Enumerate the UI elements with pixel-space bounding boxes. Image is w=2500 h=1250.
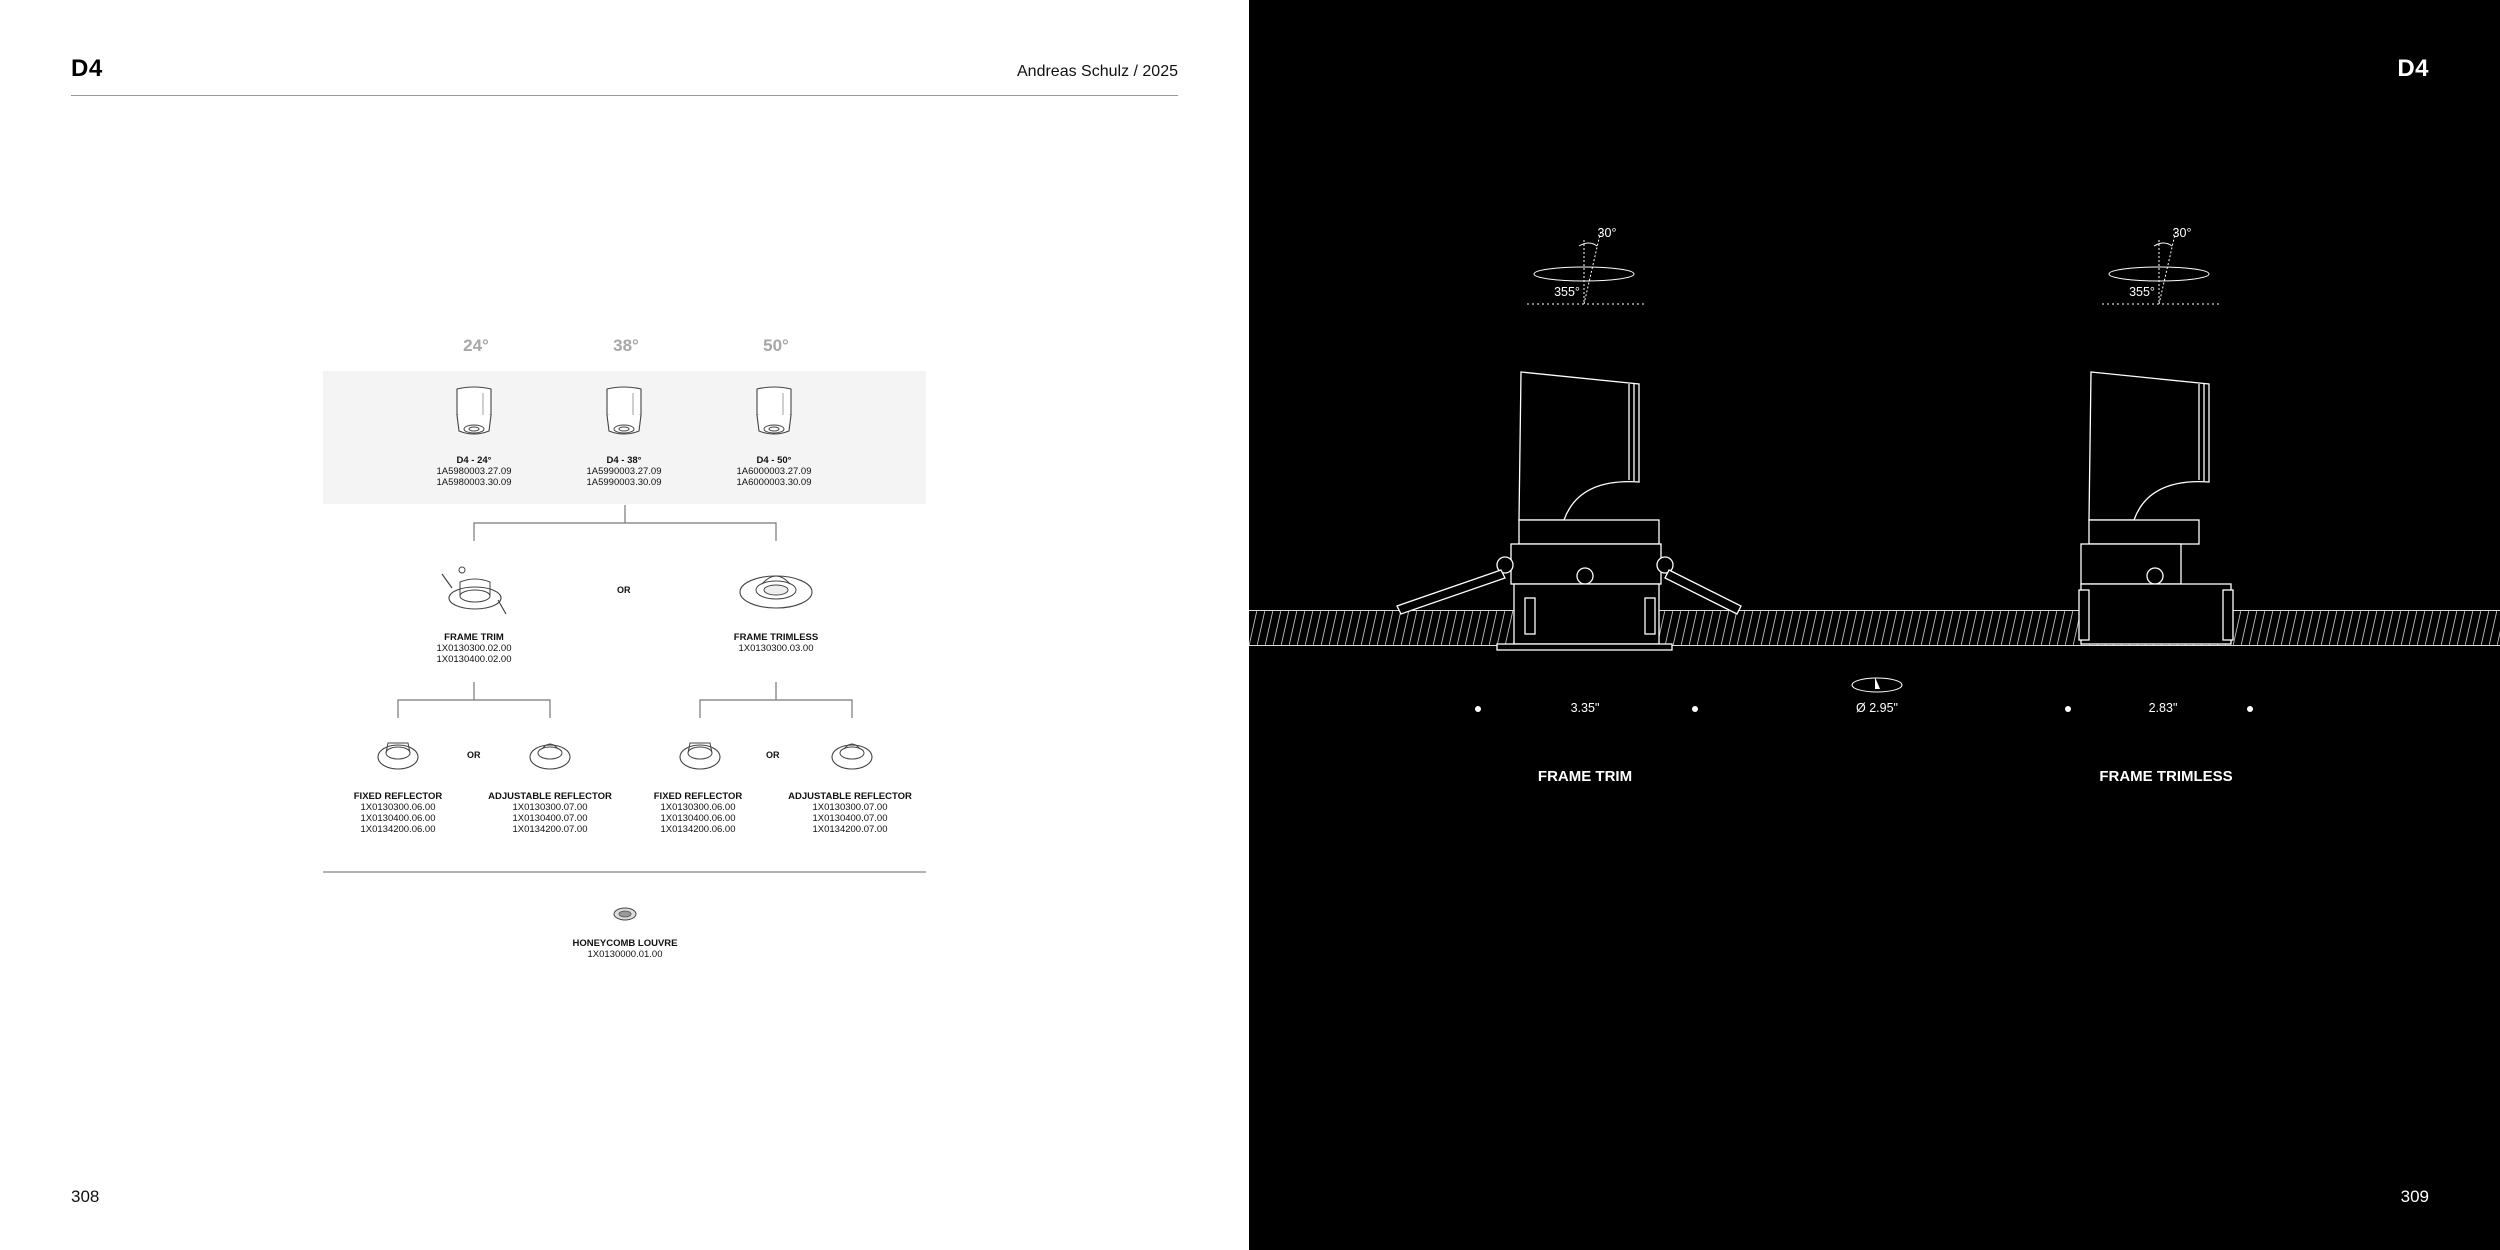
frame-trimless-icon — [738, 560, 814, 618]
dimension-marker — [2065, 706, 2071, 712]
reflector-label: FIXED REFLECTOR 1X0130300.06.00 1X0130400.06.00 1X0134200.06.00 — [653, 791, 743, 835]
page-title: D4 — [71, 55, 103, 82]
cutout-icon — [1849, 673, 1905, 695]
or-label: OR — [467, 750, 481, 760]
adjustable-reflector-icon — [830, 735, 874, 775]
or-label: OR — [617, 585, 631, 595]
dimension-marker — [1475, 706, 1481, 712]
tilt-angle-label: 30° — [2172, 226, 2192, 240]
frame-trimless-luminaire-drawing — [2069, 360, 2269, 660]
tilt-angle-label: 30° — [1597, 226, 1617, 240]
fixed-reflector-icon — [376, 735, 420, 775]
frame-trimless-caption: FRAME TRIMLESS — [2099, 768, 2233, 785]
fixed-reflector-icon — [678, 735, 722, 775]
cutout-diameter: Ø 2.95" — [1856, 701, 1898, 715]
page-number: 308 — [71, 1187, 100, 1206]
frame-trimless-label: FRAME TRIMLESS 1X0130300.03.00 — [733, 632, 819, 654]
page-number: 309 — [2400, 1187, 2429, 1206]
module-label: D4 - 38° 1A5990003.27.09 1A5990003.30.09 — [586, 455, 662, 488]
beam-angle-50: 50° — [763, 336, 789, 355]
dimension-marker — [1692, 706, 1698, 712]
frame-trim-label: FRAME TRIM 1X0130300.02.00 1X0130400.02.00 — [436, 632, 512, 665]
rotation-angle-label: 355° — [1554, 285, 1580, 299]
frame-trimless-width: 2.83" — [2148, 701, 2178, 715]
dimension-marker — [2247, 706, 2253, 712]
honeycomb-louvre-icon — [613, 906, 637, 922]
or-label: OR — [766, 750, 780, 760]
author-credit: Andreas Schulz / 2025 — [1017, 63, 1178, 80]
page-title: D4 — [2397, 55, 2429, 82]
module-label: D4 - 50° 1A6000003.27.09 1A6000003.30.09 — [736, 455, 812, 488]
left-page — [0, 0, 1249, 1250]
reflector-label: ADJUSTABLE REFLECTOR 1X0130300.07.00 1X0130400.07.00 1X0134200.07.00 — [488, 791, 612, 835]
frame-trim-luminaire-drawing — [1389, 360, 1749, 660]
beam-angle-24: 24° — [463, 336, 489, 355]
frame-trim-icon — [440, 560, 510, 620]
reflector-label: FIXED REFLECTOR 1X0130300.06.00 1X0130400.06.00 1X0134200.06.00 — [353, 791, 443, 835]
frame-trim-caption: FRAME TRIM — [1537, 768, 1633, 785]
assembly-tree-lines — [0, 0, 1249, 1250]
rotation-angle-label: 355° — [2129, 285, 2155, 299]
right-page — [1249, 0, 2500, 1250]
honeycomb-louvre-label: HONEYCOMB LOUVRE 1X0130000.01.00 — [572, 938, 678, 960]
beam-angle-38: 38° — [613, 336, 639, 355]
reflector-label: ADJUSTABLE REFLECTOR 1X0130300.07.00 1X0130400.07.00 1X0134200.07.00 — [788, 791, 912, 835]
frame-trim-width: 3.35" — [1570, 701, 1600, 715]
adjustable-reflector-icon — [528, 735, 572, 775]
module-label: D4 - 24° 1A5980003.27.09 1A5980003.30.09 — [436, 455, 512, 488]
